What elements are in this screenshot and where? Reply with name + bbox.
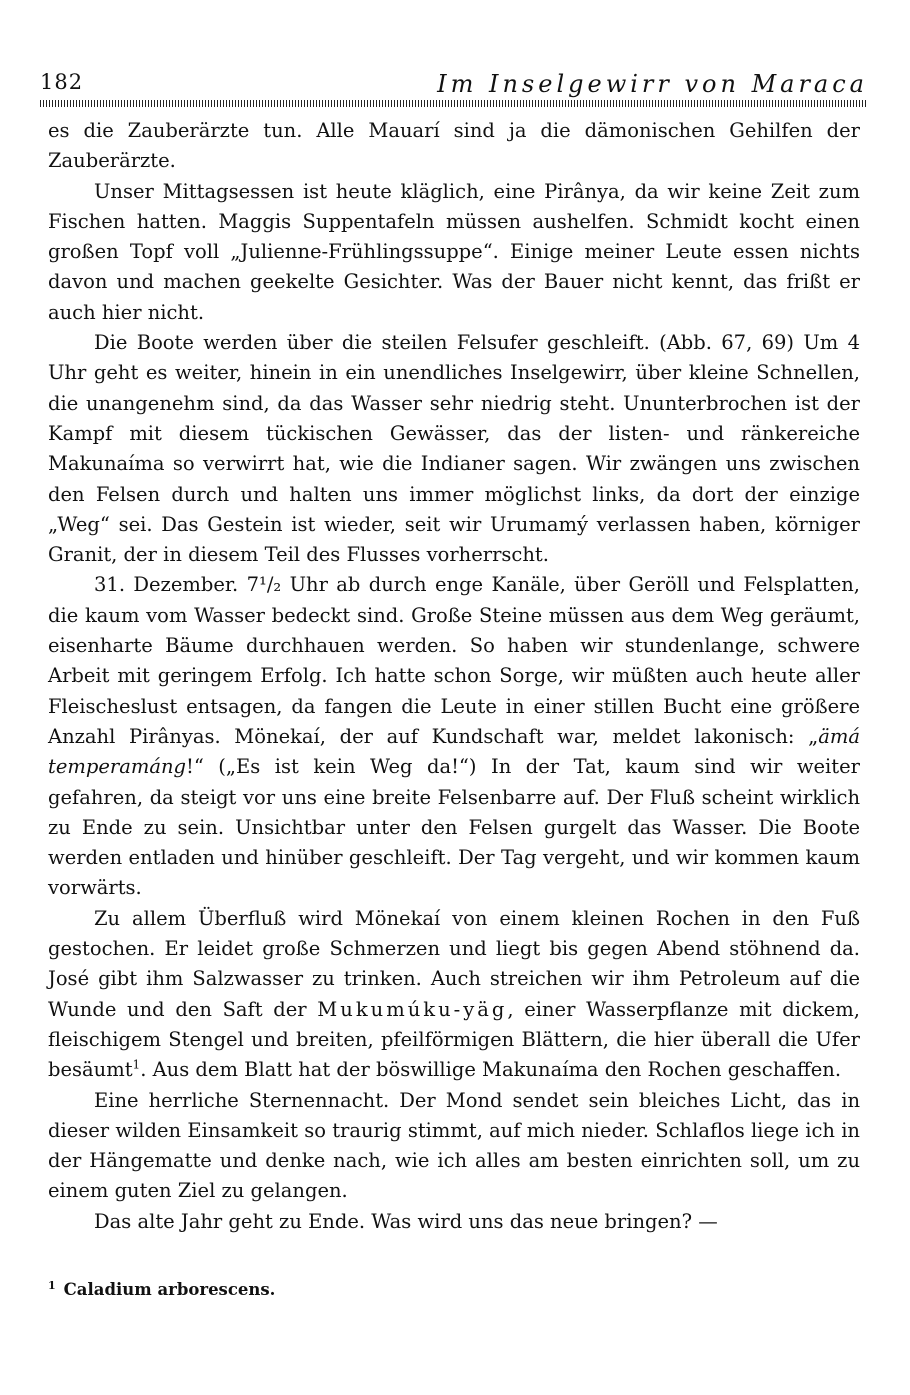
paragraph-3: Die Boote werden über die steilen Felsufer geschleift. (Abb. 67, 69) Um 4 Uhr geht es weiter, hinein in ein unendliches Inselgewirr, über kleine Schnellen, die unangenehm sind, da das Wasser sehr niedrig steht. Ununterbrochen ist der Kampf mit diesem tückischen Gewässer, das der listen- und ränkereiche Makunaíma so verwirrt hat, wie die Indianer sagen. Wir zwängen uns zwischen den Felsen durch und halten uns immer möglichst links, da dort der einzige „Weg“ sei. Das Gestein ist wieder, seit wir Urumamý verlassen haben, körniger Granit, der in diesem Teil des Flusses vorherrscht. (48, 331, 860, 567)
header-rule (40, 100, 868, 107)
paragraph-4-start: 31. Dezember. 7 (94, 573, 260, 597)
body-text (48, 116, 860, 1237)
paragraph-5-end: . Aus dem Blatt hat der böswillige Makunaíma den Rochen geschaffen. (140, 1058, 842, 1082)
running-title: Im Inselgewirr von Maraca (437, 70, 868, 98)
indigenous-quote: ämá temperamáng (48, 724, 860, 779)
paragraph-4 (48, 570, 860, 903)
page-header (40, 70, 868, 100)
paragraph-1: es die Zauberärzte tun. Alle Mauarí sind ja die dämonischen Gehilfen der Zauberärzte. (48, 119, 860, 173)
footnote-reference[interactable]: 1 (132, 1057, 141, 1072)
plant-name: Mukumúku-yäg (317, 997, 508, 1021)
footnote-text: Caladium arborescens. (63, 1280, 276, 1299)
paragraph-4-middle: Uhr ab durch enge Kanäle, über Geröll und Felsplatten, die kaum vom Wasser bedeckt sind. Große Steine müssen aus dem Weg geräumt, eisenharte Bäume durchhauen werden. So haben wir stundenlange, schwere Arbeit mit geringem Erfolg. Ich hatte schon Sorge, wir müßten auch heute aller Fleischeslust entsagen, da fangen die Leute in einer stillen Bucht eine größere Anzahl Pirânyas. Mönekaí, der auf Kundschaft war, meldet lakonisch: „ (48, 573, 860, 748)
paragraph-6: Eine herrliche Sternennacht. Der Mond sendet sein bleiches Licht, das in dieser wilden Einsamkeit so traurig stimmt, auf mich nieder. Schlaflos liege ich in der Hängematte und denke nach, wie ich alles am besten einrichten soll, um zu einem guten Ziel zu gelangen. (48, 1088, 860, 1203)
fraction: ¹/₂ (259, 573, 282, 597)
paragraph-5-start: Zu allem Überfluß wird Mönekaí von einem kleinen Rochen in den Fuß gestochen. Er leidet große Schmerzen und liegt bis gegen Abend stöhnend da. José gibt ihm Salzwasser zu trinken. Auch streichen wir ihm Petroleum auf die Wunde und den Saft der (48, 906, 860, 1021)
paragraph-5 (48, 904, 860, 1086)
paragraph-5-middle: , einer Wasserpflanze mit dickem, fleischigem Stengel und breiten, pfeilförmigen Blättern, die hier überall die Ufer besäumt (48, 997, 860, 1082)
paragraph-2: Unser Mittagsessen ist heute kläglich, eine Pirânya, da wir keine Zeit zum Fischen hatten. Maggis Suppentafeln müssen aushelfen. Schmidt kocht einen großen Topf voll „Julienne-Frühlingssuppe“. Einige meiner Leute essen nichts davon und machen geekelte Gesichter. Was der Bauer nicht kennt, das frißt er auch hier nicht. (48, 179, 860, 324)
paragraph-4-end: !“ („Es ist kein Weg da!“) In der Tat, kaum sind wir weiter gefahren, da steigt vor uns eine breite Felsenbarre auf. Der Fluß scheint wirklich zu Ende zu sein. Unsichtbar unter den Felsen gurgelt das Wasser. Die Boote werden entladen und hinüber geschleift. Der Tag vergeht, und wir kommen kaum vorwärts. (48, 755, 860, 900)
page-number: 182 (40, 70, 84, 94)
footnote (48, 1278, 860, 1302)
footnote-mark: 1 (48, 1278, 56, 1292)
paragraph-7: Das alte Jahr geht zu Ende. Was wird uns das neue bringen? — (94, 1209, 718, 1233)
